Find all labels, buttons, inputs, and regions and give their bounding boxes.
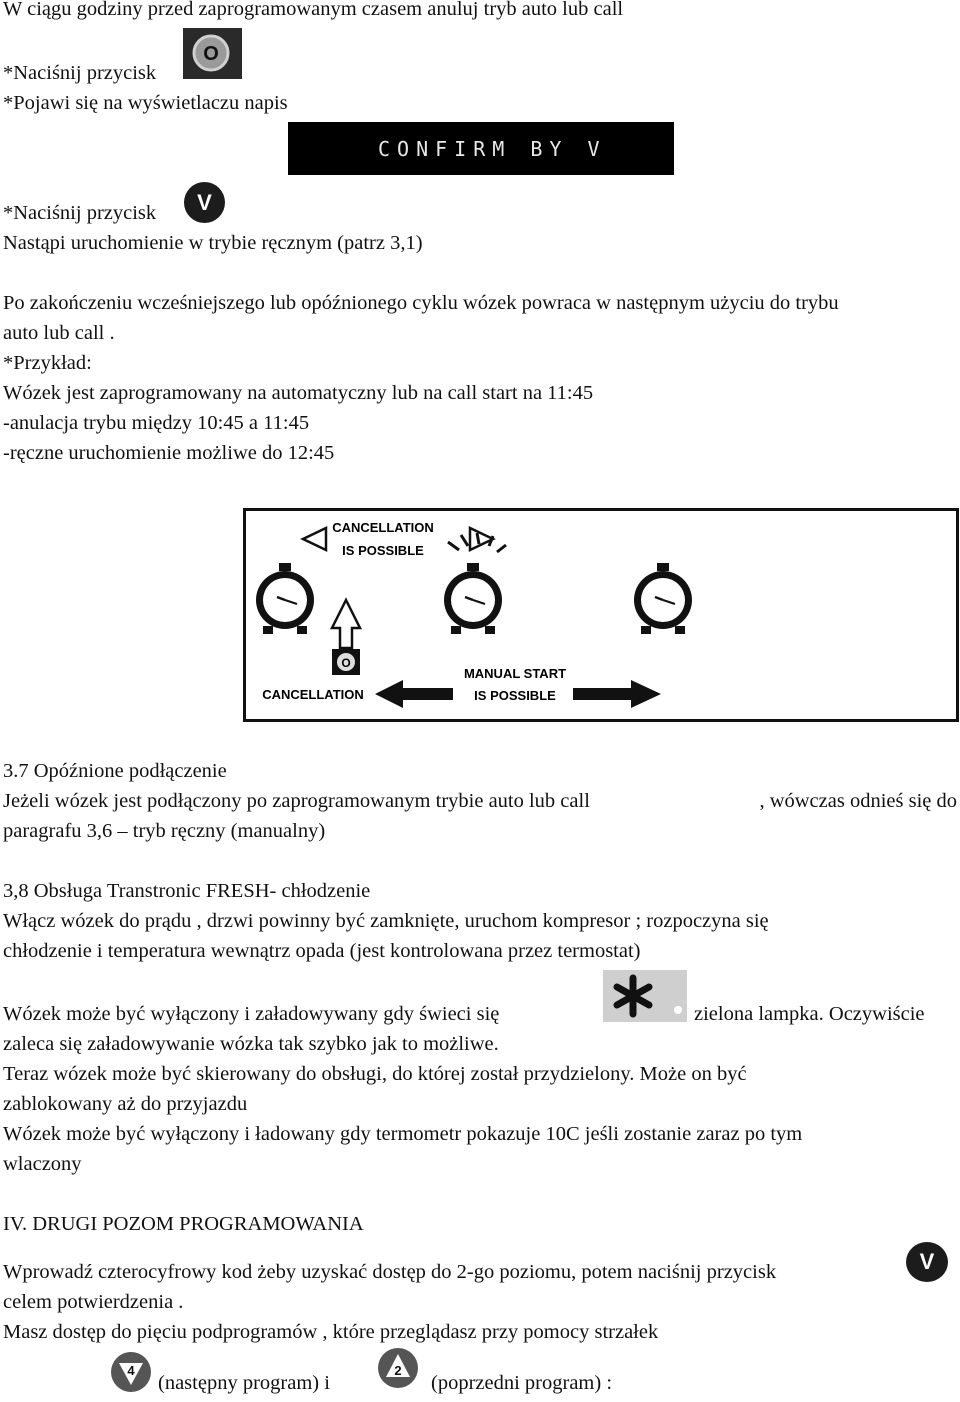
manual-start-label-1: MANUAL START	[463, 666, 567, 681]
cancellation-possible-label-1: CANCELLATION	[332, 520, 434, 535]
text-line: Wprowadź czterocyfrowy kod żeby uzyskać dostęp do 2-go poziomu, potem naciśnij przycisk	[3, 1261, 777, 1283]
text-line: Wózek może być wyłączony i załadowywany gdy świeci się	[3, 1003, 500, 1025]
down-arrow-button-icon	[109, 1351, 154, 1393]
v-button-icon: V	[184, 182, 225, 223]
text-line: wlaczony	[3, 1153, 82, 1175]
text-line: -ręczne uruchomienie możliwe do 12:45	[3, 442, 335, 464]
text-line: auto lub call .	[3, 322, 115, 344]
cancellation-possible-label-2: IS POSSIBLE	[342, 543, 424, 558]
figure-o-label: O	[341, 656, 351, 670]
text-line: Wózek jest zaprogramowany na automatyczny lub na call start na 11:45	[3, 382, 594, 404]
cancellation-label: CANCELLATION	[262, 687, 364, 702]
text-line: Masz dostęp do pięciu podprogramów , które przeglądasz przy pomocy strzałek	[3, 1321, 659, 1343]
timeline-figure	[243, 508, 960, 722]
manual-start-label-2: IS POSSIBLE	[474, 688, 556, 703]
text-line: *Pojawi się na wyświetlaczu napis	[3, 92, 288, 114]
text-line: chłodzenie i temperatura wewnątrz opada (jest kontrolowana przez termostat)	[3, 940, 641, 962]
text-line: W ciągu godziny przed zaprogramowanym czasem anuluj tryb auto lub call	[3, 0, 624, 20]
snowflake-icon	[603, 970, 687, 1022]
up-arrow-button-icon	[376, 1347, 421, 1389]
text-line: paragrafu 3,6 – tryb ręczny (manualny)	[3, 820, 326, 842]
up-button-label: 2	[394, 1363, 402, 1378]
text-line: (poprzedni program) :	[431, 1372, 613, 1394]
text-line: *Przykład:	[3, 352, 92, 374]
section-heading: 3.7 Opóźnione podłączenie	[3, 760, 227, 782]
text-segment: Jeżeli wózek jest podłączony po zaprogramowanym trybie auto lub call	[3, 790, 590, 812]
section-heading: 3,8 Obsługa Transtronic FRESH- chłodzenie	[3, 880, 371, 902]
text-segment: , wówczas odnieś się do	[759, 790, 957, 812]
text-line: *Naciśnij przycisk	[3, 62, 157, 84]
text-line: zablokowany aż do przyjazdu	[3, 1093, 248, 1115]
o-button-icon	[183, 28, 242, 79]
text-line: (następny program) i	[158, 1372, 330, 1394]
down-button-label: 4	[127, 1363, 135, 1378]
display-panel	[288, 122, 674, 175]
text-line	[3, 786, 957, 816]
text-line: -anulacja trybu między 10:45 a 11:45	[3, 412, 310, 434]
text-line: Nastąpi uruchomienie w trybie ręcznym (patrz 3,1)	[3, 232, 423, 254]
o-button-label: O	[203, 43, 219, 65]
text-line: celem potwierdzenia .	[3, 1291, 184, 1313]
text-line: *Naciśnij przycisk	[3, 202, 157, 224]
text-line: Wózek może być wyłączony i ładowany gdy termometr pokazuje 10C jeśli zostanie zaraz po tym	[3, 1123, 803, 1145]
text-line: Po zakończeniu wcześniejszego lub opóźnionego cyklu wózek powraca w następnym użyciu do trybu	[3, 292, 839, 314]
v-button-icon: V	[906, 1242, 948, 1282]
section-heading: IV. DRUGI POZOM PROGRAMOWANIA	[3, 1213, 364, 1235]
text-line: zielona lampka. Oczywiście	[694, 1003, 925, 1025]
text-line: zaleca się załadowywanie wózka tak szybko jak to możliwe.	[3, 1033, 499, 1055]
text-line: Teraz wózek może być skierowany do obsługi, do której został przydzielony. Może on być	[3, 1063, 747, 1085]
display-text: CONFIRM BY V	[378, 136, 607, 161]
text-line: Włącz wózek do prądu , drzwi powinny być zamknięte, uruchom kompresor ; rozpoczyna się	[3, 910, 769, 932]
